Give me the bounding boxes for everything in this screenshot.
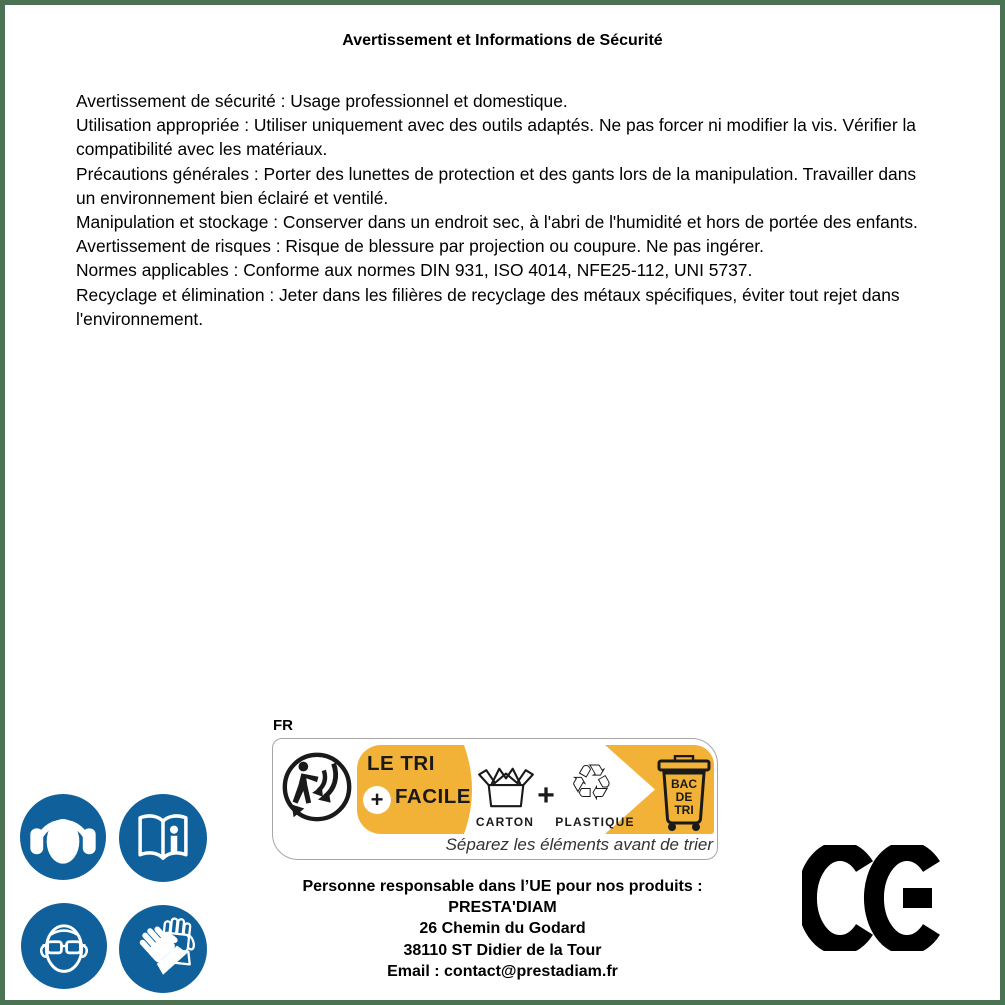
ce-mark-icon [802,845,952,956]
safety-paragraph: Utilisation appropriée : Utiliser uniquement avec des outils adaptés. Ne pas forcer ni modifier la vis. Vérifier la compatibilité avec les matériaux. [76,115,916,160]
email-line: Email : contact@prestadiam.fr [387,962,618,980]
plastique-label: PLASTIQUE [555,815,635,829]
plus-separator: + [537,779,555,812]
plus-circle-icon: + [363,786,391,814]
safety-paragraph: Recyclage et élimination : Jeter dans les filières de recyclage des métaux spécifiques, éviter tout rejet dans l'environnement. [76,284,900,329]
safety-paragraph: Normes applicables : Conforme aux normes DIN 931, ISO 4014, NFE25-112, UNI 5737. [76,260,753,281]
sorting-bin-icon [657,755,711,838]
sorting-tagline: Séparez les éléments avant de trier [445,835,713,854]
safety-paragraph: Précautions générales : Porter des lunettes de protection et des gants lors de la manipulation. Travailler dans un environnement bien éclairé et ventilé. [76,163,917,208]
facile-label: FACILE [395,785,471,808]
company-name: PRESTA'DIAM [448,899,557,917]
infotri-recycling-block [272,738,718,860]
address-line: 26 Chemin du Godard [419,920,586,938]
safety-paragraph: Avertissement de sécurité : Usage professionnel et domestique. [76,91,568,111]
address-line: 38110 ST Didier de la Tour [403,941,602,959]
wear-ear-protection-icon [20,794,106,885]
svg-text:DE: DE [675,790,693,804]
responsible-intro: Personne responsable dans l’UE pour nos produits : [302,878,703,895]
carton-box-icon [477,763,535,816]
carton-label: CARTON [475,815,535,829]
le-tri-label: LE TRI [367,752,435,775]
safety-text [76,89,924,331]
country-code-label: FR [273,717,293,734]
triman-icon [278,748,356,831]
svg-text:BAC: BAC [671,777,697,791]
read-manual-icon [119,794,207,887]
recycling-arrows-icon: ♲ [569,754,614,812]
svg-text:TRI: TRI [674,803,694,817]
safety-paragraph: Manipulation et stockage : Conserver dans un endroit sec, à l'abri de l'humidité et hors de portée des enfants. [76,212,918,233]
page-title: Avertissement et Informations de Sécurité [342,32,663,49]
safety-paragraph: Avertissement de risques : Risque de blessure par projection ou coupure. Ne pas ingérer. [76,236,764,257]
